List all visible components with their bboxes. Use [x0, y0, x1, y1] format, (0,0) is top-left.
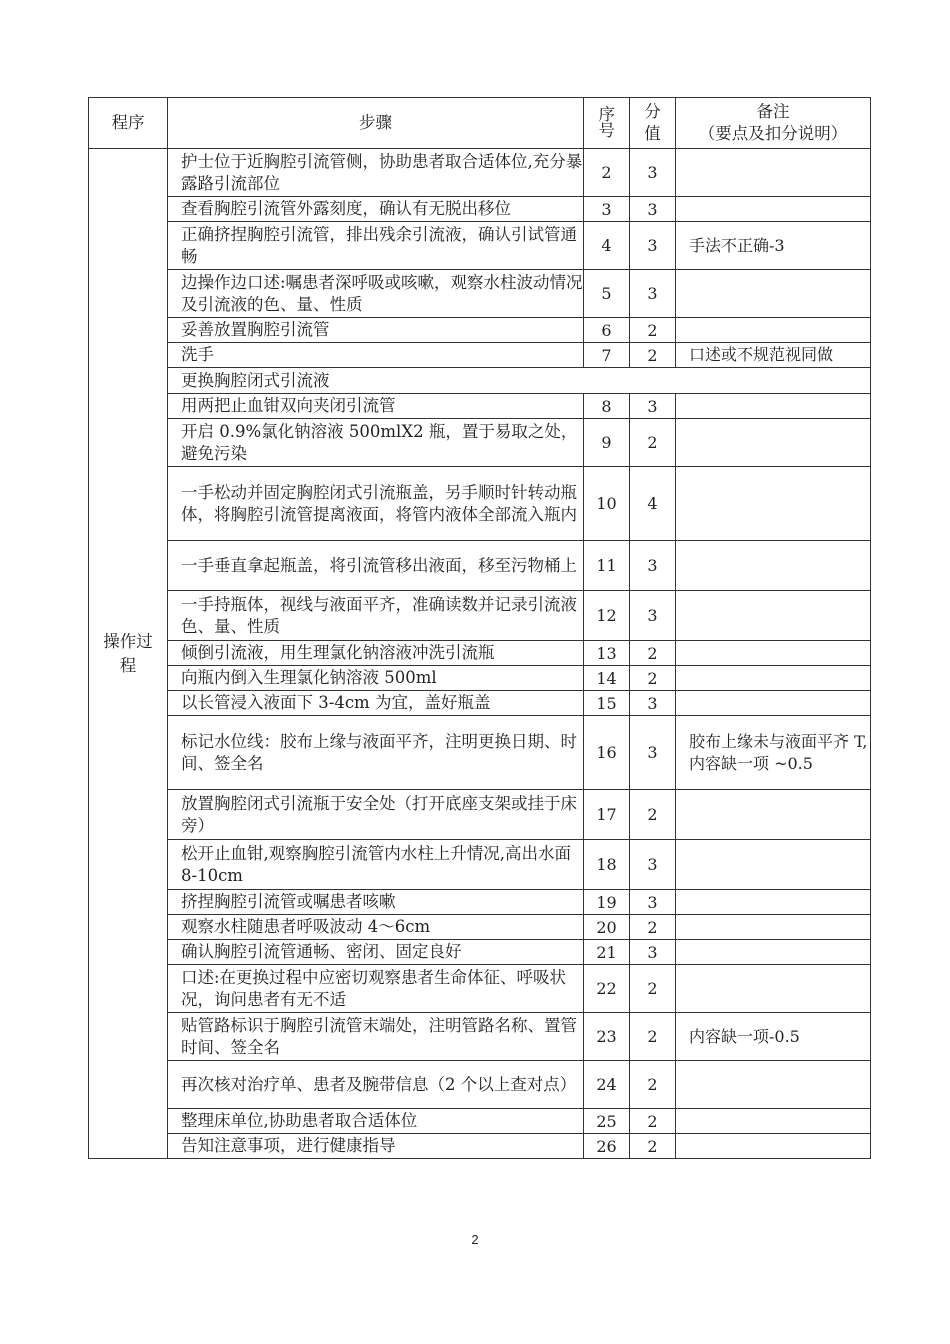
- cell-step: 松开止血钳,观察胸腔引流管内水柱上升情况,高出水面 8-10cm: [168, 840, 584, 890]
- program-cell: [89, 149, 168, 1159]
- cell-note: [676, 419, 871, 467]
- table-row: [89, 840, 871, 890]
- cell-step: 标记水位线：胶布上缘与液面平齐，注明更换日期、时间、签全名: [168, 716, 584, 790]
- cell-note: [676, 318, 871, 343]
- cell-step: 贴管路标识于胸腔引流管末端处，注明管路名称、置管时间、签全名: [168, 1013, 584, 1061]
- header-note-line2: （要点及扣分说明）: [698, 124, 848, 143]
- header-program: 程序: [89, 98, 168, 149]
- cell-note: [676, 270, 871, 318]
- cell-no: 18: [584, 840, 630, 890]
- cell-step: 倾倒引流液，用生理氯化钠溶液冲洗引流瓶: [168, 641, 584, 666]
- cell-note: [676, 149, 871, 197]
- cell-no: 8: [584, 394, 630, 419]
- header-score-text: 分值: [644, 102, 661, 143]
- cell-step: 洗手: [168, 343, 584, 368]
- cell-step: 一手持瓶体，视线与液面平齐，准确读数并记录引流液色、量、性质: [168, 591, 584, 641]
- table-row: [89, 222, 871, 270]
- cell-no: 19: [584, 890, 630, 915]
- table-row: [89, 1061, 871, 1109]
- table-row: [89, 343, 871, 368]
- cell-no: 7: [584, 343, 630, 368]
- table-row: [89, 641, 871, 666]
- cell-note: [676, 691, 871, 716]
- section-heading: 更换胸腔闭式引流液: [168, 368, 871, 394]
- cell-score: 2: [630, 318, 676, 343]
- table-body: [89, 149, 871, 1159]
- cell-note: [676, 940, 871, 965]
- header-no-text: 序号: [598, 105, 615, 140]
- cell-score: 3: [630, 691, 676, 716]
- table-row: [89, 940, 871, 965]
- cell-score: 2: [630, 965, 676, 1013]
- cell-step: 一手松动并固定胸腔闭式引流瓶盖，另手顺时针转动瓶体，将胸腔引流管提离液面，将管内液体全部流入瓶内: [168, 467, 584, 541]
- cell-note: [676, 467, 871, 541]
- table-row: [89, 1109, 871, 1134]
- cell-no: 24: [584, 1061, 630, 1109]
- cell-step: 以长管浸入液面下 3-4cm 为宜，盖好瓶盖: [168, 691, 584, 716]
- table-row: [89, 790, 871, 840]
- cell-score: 2: [630, 666, 676, 691]
- cell-note: 手法不正确-3: [676, 222, 871, 270]
- cell-no: 5: [584, 270, 630, 318]
- header-note-line1: 备注: [756, 102, 790, 121]
- table-row: [89, 318, 871, 343]
- cell-step: 护士位于近胸腔引流管侧，协助患者取合适体位,充分暴露路引流部位: [168, 149, 584, 197]
- table-row: [89, 716, 871, 790]
- cell-score: 3: [630, 840, 676, 890]
- cell-no: 16: [584, 716, 630, 790]
- table-row: [89, 691, 871, 716]
- cell-step: 观察水柱随患者呼吸波动 4〜6cm: [168, 915, 584, 940]
- cell-note: [676, 541, 871, 591]
- table-row: [89, 394, 871, 419]
- cell-no: 20: [584, 915, 630, 940]
- cell-step: 整理床单位,协助患者取合适体位: [168, 1109, 584, 1134]
- cell-no: 14: [584, 666, 630, 691]
- table-row: [89, 270, 871, 318]
- table-row: [89, 1013, 871, 1061]
- cell-note: 口述或不规范视同做: [676, 343, 871, 368]
- cell-note: [676, 1134, 871, 1159]
- cell-score: 2: [630, 1109, 676, 1134]
- cell-note: [676, 965, 871, 1013]
- table-row: [89, 591, 871, 641]
- program-label: 操作过程: [103, 631, 153, 675]
- cell-step: 用两把止血钳双向夹闭引流管: [168, 394, 584, 419]
- cell-note: [676, 1109, 871, 1134]
- cell-step: 向瓶内倒入生理氯化钠溶液 500ml: [168, 666, 584, 691]
- table-row: [89, 915, 871, 940]
- cell-no: 23: [584, 1013, 630, 1061]
- cell-note: [676, 915, 871, 940]
- cell-step: 挤捏胸腔引流管或嘱患者咳嗽: [168, 890, 584, 915]
- table-row: [89, 149, 871, 197]
- cell-score: 3: [630, 890, 676, 915]
- table-row: [89, 467, 871, 541]
- cell-score: 3: [630, 222, 676, 270]
- cell-no: 10: [584, 467, 630, 541]
- cell-note: [676, 666, 871, 691]
- cell-note: [676, 394, 871, 419]
- section-heading-row: [89, 368, 871, 394]
- cell-no: 11: [584, 541, 630, 591]
- cell-note: [676, 890, 871, 915]
- cell-score: 3: [630, 940, 676, 965]
- cell-step: 再次核对治疗单、患者及腕带信息（2 个以上查对点）: [168, 1061, 584, 1109]
- cell-step: 放置胸腔闭式引流瓶于安全处（打开底座支架或挂于床旁）: [168, 790, 584, 840]
- procedure-table: [88, 97, 871, 1159]
- cell-no: 25: [584, 1109, 630, 1134]
- header-step: 步骤: [168, 98, 584, 149]
- table-row: [89, 890, 871, 915]
- cell-score: 2: [630, 790, 676, 840]
- cell-note: [676, 1061, 871, 1109]
- cell-score: 3: [630, 541, 676, 591]
- cell-no: 13: [584, 641, 630, 666]
- cell-no: 21: [584, 940, 630, 965]
- cell-step: 开启 0.9%氯化钠溶液 500mlX2 瓶，置于易取之处，避免污染: [168, 419, 584, 467]
- cell-no: 4: [584, 222, 630, 270]
- cell-no: 26: [584, 1134, 630, 1159]
- cell-score: 2: [630, 343, 676, 368]
- cell-step: 一手垂直拿起瓶盖，将引流管移出液面，移至污物桶上: [168, 541, 584, 591]
- page-number: 2: [471, 1232, 479, 1247]
- cell-score: 2: [630, 915, 676, 940]
- cell-step: 告知注意事项，进行健康指导: [168, 1134, 584, 1159]
- cell-step: 正确挤捏胸腔引流管，排出残余引流液，确认引试管通畅: [168, 222, 584, 270]
- cell-score: 3: [630, 270, 676, 318]
- cell-score: 2: [630, 1013, 676, 1061]
- cell-score: 4: [630, 467, 676, 541]
- cell-score: 3: [630, 197, 676, 222]
- cell-note: [676, 790, 871, 840]
- cell-score: 2: [630, 419, 676, 467]
- cell-score: 3: [630, 716, 676, 790]
- table-header: [89, 98, 871, 149]
- cell-score: 2: [630, 641, 676, 666]
- cell-no: 9: [584, 419, 630, 467]
- table-row: [89, 419, 871, 467]
- cell-note: [676, 591, 871, 641]
- cell-score: 3: [630, 591, 676, 641]
- header-note: [676, 98, 871, 149]
- header-score: [630, 98, 676, 149]
- cell-step: 边操作边口述:嘱患者深呼吸或咳嗽，观察水柱波动情况及引流液的色、量、性质: [168, 270, 584, 318]
- cell-step: 查看胸腔引流管外露刻度，确认有无脱出移位: [168, 197, 584, 222]
- cell-score: 3: [630, 149, 676, 197]
- cell-no: 15: [584, 691, 630, 716]
- cell-note: [676, 840, 871, 890]
- table-row: [89, 666, 871, 691]
- header-no: [584, 98, 630, 149]
- cell-note: 胶布上缘未与液面平齐 T,内容缺一项 ~0.5: [676, 716, 871, 790]
- cell-score: 2: [630, 1061, 676, 1109]
- cell-score: 3: [630, 394, 676, 419]
- table-row: [89, 965, 871, 1013]
- table-row: [89, 197, 871, 222]
- table-row: [89, 1134, 871, 1159]
- cell-no: 12: [584, 591, 630, 641]
- table-row: [89, 541, 871, 591]
- cell-no: 2: [584, 149, 630, 197]
- cell-note: [676, 641, 871, 666]
- cell-no: 22: [584, 965, 630, 1013]
- cell-step: 妥善放置胸腔引流管: [168, 318, 584, 343]
- cell-step: 确认胸腔引流管通畅、密闭、固定良好: [168, 940, 584, 965]
- cell-no: 3: [584, 197, 630, 222]
- cell-no: 6: [584, 318, 630, 343]
- cell-note: [676, 197, 871, 222]
- cell-score: 2: [630, 1134, 676, 1159]
- cell-step: 口述:在更换过程中应密切观察患者生命体征、呼吸状况，询问患者有无不适: [168, 965, 584, 1013]
- cell-note: 内容缺一项-0.5: [676, 1013, 871, 1061]
- cell-no: 17: [584, 790, 630, 840]
